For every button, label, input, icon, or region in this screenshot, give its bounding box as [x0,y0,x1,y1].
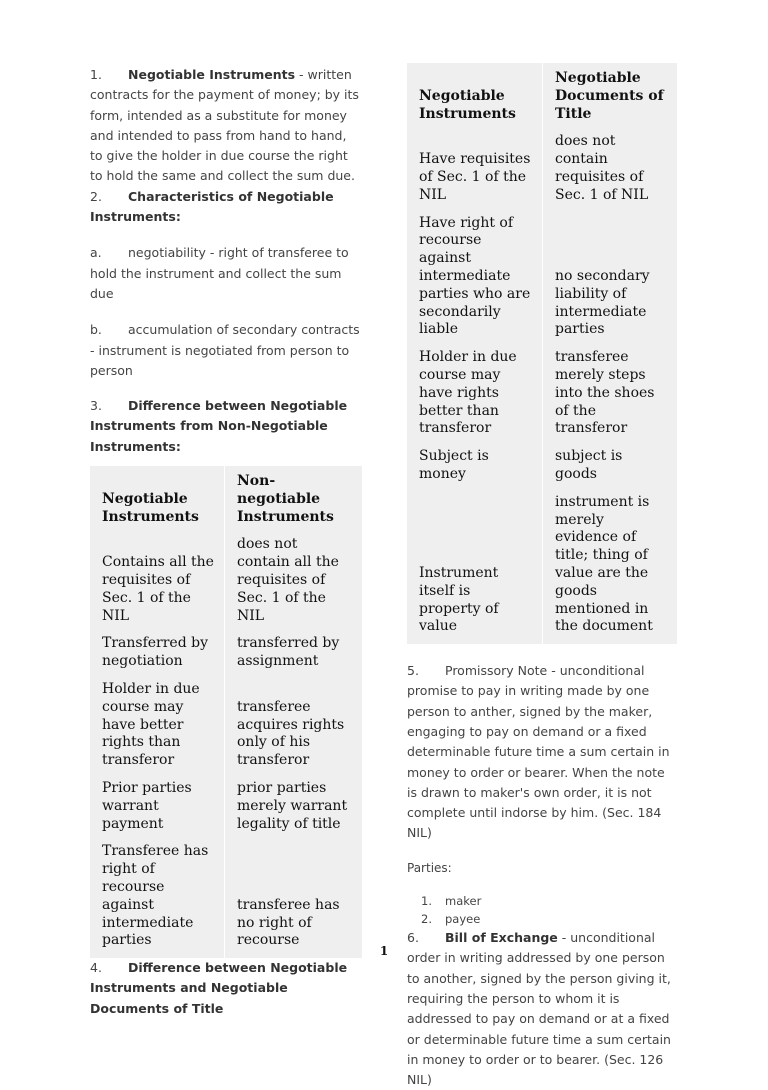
table-cell: subject is goods [543,446,678,492]
table-row [407,492,677,644]
item-6-number: 6. [407,930,419,946]
item-4-title: Difference between Negotiable Instruments and Negotiable Documents of Title [90,960,348,1016]
table-header-cell: Negotiable Documents of Title [543,63,678,131]
table-cell: transferee merely steps into the shoes of the transferor [543,347,678,446]
item-1-number: 1. [90,67,102,82]
item-2-number: 2. [90,188,102,204]
item-1-paragraph [90,65,362,187]
table-row [90,534,362,633]
parties-label: Parties: [407,860,452,875]
table-row [407,131,677,212]
table-cell: transferred by assignment [225,633,363,679]
item-6-title: Bill of Exchange [445,930,558,946]
list-item [407,910,677,928]
item-5-number: 5. [407,663,419,679]
table-cell: no secondary liability of intermediate parties [543,213,678,348]
table-row [407,446,677,492]
table-cell: transferee has no right of recourse [225,841,363,958]
table-cell: Instrument itself is property of value [419,564,499,635]
left-column [90,0,362,1019]
table-cell: Holder in due course may have better rights than transferor [102,681,200,769]
table-row [90,633,362,679]
party-label: payee [445,912,481,927]
party-number: 2. [421,912,432,927]
parties-list [407,892,677,928]
table-row [90,778,362,841]
right-column [407,0,677,1090]
table-cell: Contains all the requisites of Sec. 1 of the NIL [102,554,214,624]
table-cell: Transferred by negotiation [102,635,208,670]
list-item [407,892,677,910]
item-2-heading [90,187,362,228]
item-5-paragraph [407,661,677,844]
party-label: maker [445,894,482,909]
table-header-cell: Negotiable Instruments [102,490,199,525]
table-header-cell: Negotiable Instruments [419,87,516,122]
item-1-text: - written contracts for the payment of money; by its form, intended as a substitute for money and intended to pass from hand to hand, to give the holder in due course the right to hold the same and collect the sum due. [90,67,359,184]
table-row [90,679,362,778]
table-row [90,841,362,958]
item-4-number: 4. [90,960,102,976]
item-6-text: - unconditional order in writing addressed by one person to another, signed by the person giving it, requiring the person to whom it is addressed to pay on demand or at a fixed or determinable future time a sum certain in money to order or to bearer. (Sec. 126 NIL) [407,930,671,1088]
item-2b-paragraph [90,320,362,381]
table-cell: instrument is merely evidence of title; thing of value are the goods mentioned in the document [543,492,678,644]
item-2b-letter: b. [90,322,102,338]
item-3-number: 3. [90,398,102,414]
table-cell: Have requisites of Sec. 1 of the NIL [419,151,531,203]
table-cell: does not contain requisites of Sec. 1 of NIL [543,131,678,212]
table-header-cell: Non-negotiable Instruments [225,466,363,534]
item-2-title: Characteristics of Negotiable Instruments: [90,188,334,225]
item-2a-paragraph [90,243,362,304]
table-cell: Prior parties warrant payment [102,780,192,832]
ni-vs-documents-of-title-table [407,63,677,644]
table-header-row [90,466,362,534]
item-4-heading [90,958,362,1019]
item-2a-letter: a. [90,245,102,261]
table-cell: Holder in due course may have rights better than transferor [419,349,517,437]
table-cell: transferee acquires rights only of his transferor [225,679,363,778]
item-1-title: Negotiable Instruments [128,67,296,82]
party-number: 1. [421,894,432,909]
table-cell: Have right of recourse against intermediate parties who are secondarily liable [419,214,531,338]
ni-vs-non-ni-table [90,466,362,958]
table-row [407,213,677,348]
table-cell: prior parties merely warrant legality of title [225,778,363,841]
table-header-row [407,63,677,131]
item-3-heading [90,396,362,457]
table-cell: Transferee has right of recourse against intermediate parties [102,843,209,949]
table-cell: does not contain all the requisites of Sec. 1 of the NIL [225,534,363,633]
item-3-title: Difference between Negotiable Instruments from Non-Negotiable Instruments: [90,398,348,454]
item-2a-text: negotiability - right of transferee to hold the instrument and collect the sum due [90,245,349,301]
table-row [407,347,677,446]
item-5-text: Promissory Note - unconditional promise to pay in writing made by one person to anther, signed by the maker, engaging to pay on demand or a fixed determinable future time a sum certain in money to order or bearer. When the note is drawn to maker's own order, it is not complete until indorse by him. (Sec. 184 NIL) [407,663,670,841]
page-number: 1 [379,944,389,958]
table-cell: Subject is money [419,448,489,482]
item-2b-text: accumulation of secondary contracts - instrument is negotiated from person to person [90,322,360,378]
